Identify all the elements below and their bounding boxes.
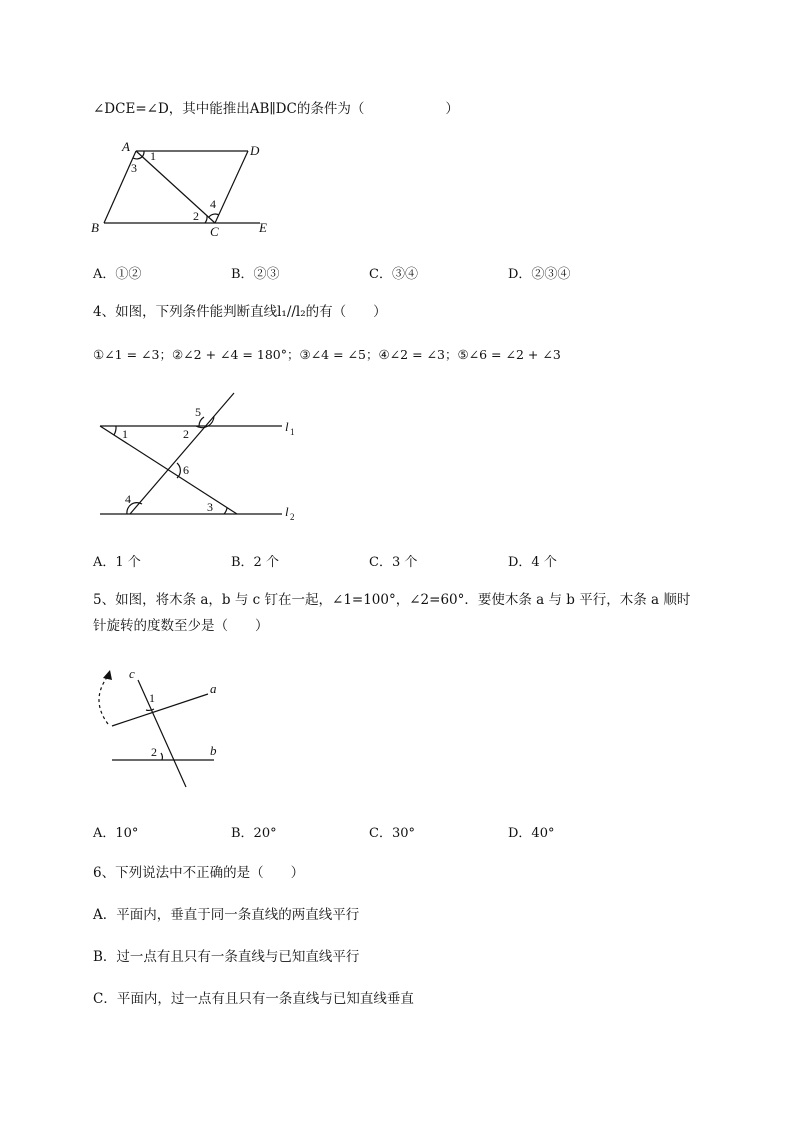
label-l1: l bbox=[285, 419, 289, 434]
label-A: A bbox=[122, 139, 130, 154]
rotation-arrowhead bbox=[103, 670, 112, 680]
segment-AC bbox=[136, 151, 215, 223]
label-l2: l bbox=[285, 504, 289, 519]
q4-option-d[interactable]: D．4 个 bbox=[508, 555, 557, 570]
q3-option-b[interactable]: B．②③ bbox=[231, 267, 280, 282]
q4-stem: 4、如图，下列条件能判断直线l₁//l₂的有（ ） bbox=[93, 304, 387, 320]
q3-figure bbox=[88, 138, 278, 238]
q5-stem-line2: 针旋转的度数至少是（ ） bbox=[93, 618, 269, 634]
q6-stem: 6、下列说法中不正确的是（ ） bbox=[93, 865, 305, 881]
label-angle-2: 2 bbox=[183, 427, 189, 441]
angle-arc-2 bbox=[161, 753, 162, 760]
q6-option-b[interactable]: B．过一点有且只有一条直线与已知直线平行 bbox=[93, 949, 360, 965]
q5-option-d[interactable]: D．40° bbox=[508, 826, 555, 841]
label-angle-4: 4 bbox=[210, 197, 216, 211]
label-angle-1: 1 bbox=[150, 149, 156, 163]
q3-option-c[interactable]: C．③④ bbox=[369, 267, 418, 282]
label-angle-5: 5 bbox=[195, 405, 201, 419]
q5-option-a[interactable]: A．10° bbox=[93, 826, 139, 841]
angle-arc-3 bbox=[224, 508, 227, 514]
q4-figure bbox=[92, 388, 312, 524]
q3-stem: ∠DCE=∠D，其中能推出AB∥DC的条件为（ ） bbox=[93, 101, 459, 117]
q4-option-b[interactable]: B．2 个 bbox=[231, 555, 279, 570]
label-angle-2: 2 bbox=[193, 209, 199, 223]
angle-arc-1 bbox=[142, 151, 144, 157]
q4-option-c[interactable]: C．3 个 bbox=[369, 555, 418, 570]
q5-option-b[interactable]: B．20° bbox=[231, 826, 277, 841]
transversal-2 bbox=[130, 393, 234, 514]
label-angle-4: 4 bbox=[125, 492, 131, 506]
q5-option-c[interactable]: C．30° bbox=[369, 826, 415, 841]
label-C: C bbox=[210, 224, 219, 238]
angle-arc-1 bbox=[114, 426, 116, 435]
q3-option-a[interactable]: A．①② bbox=[93, 267, 142, 282]
q6-option-a[interactable]: A．平面内，垂直于同一条直线的两直线平行 bbox=[93, 907, 360, 923]
q6-option-c[interactable]: C．平面内，过一点有且只有一条直线与已知直线垂直 bbox=[93, 991, 414, 1007]
label-angle-1: 1 bbox=[149, 691, 155, 705]
label-b: b bbox=[210, 743, 217, 758]
label-a: a bbox=[210, 681, 217, 696]
q4-conditions: ①∠1 = ∠3；②∠2 + ∠4 = 180°；③∠4 = ∠5；④∠2 = ∠3；⑤∠6 = ∠2 + ∠3 bbox=[93, 347, 561, 362]
q4-option-a[interactable]: A．1 个 bbox=[93, 555, 141, 570]
label-angle-2: 2 bbox=[151, 745, 157, 759]
label-angle-1: 1 bbox=[122, 427, 128, 441]
label-B: B bbox=[91, 220, 99, 235]
angle-arc-1 bbox=[146, 709, 154, 710]
label-angle-3: 3 bbox=[207, 500, 213, 514]
label-angle-6: 6 bbox=[183, 463, 189, 477]
stick-a bbox=[112, 694, 208, 726]
label-angle-3: 3 bbox=[131, 161, 137, 175]
label-l2-sub: 2 bbox=[290, 512, 295, 522]
rotation-arc bbox=[99, 676, 108, 724]
angle-arc-2 bbox=[205, 216, 207, 223]
segment-DC bbox=[215, 151, 248, 223]
label-E: E bbox=[259, 220, 267, 235]
label-c: c bbox=[129, 666, 135, 681]
q3-option-d[interactable]: D．②③④ bbox=[508, 267, 571, 282]
label-l1-sub: 1 bbox=[290, 427, 295, 437]
angle-arc-3 bbox=[133, 157, 142, 159]
q5-stem-line1: 5、如图，将木条 a，b 与 c 钉在一起，∠1=100°，∠2=60°．要使木条 a 与 b 平行，木条 a 顺时 bbox=[93, 592, 691, 608]
stick-c bbox=[138, 680, 186, 787]
q5-figure bbox=[88, 660, 228, 790]
label-D: D bbox=[250, 143, 260, 158]
